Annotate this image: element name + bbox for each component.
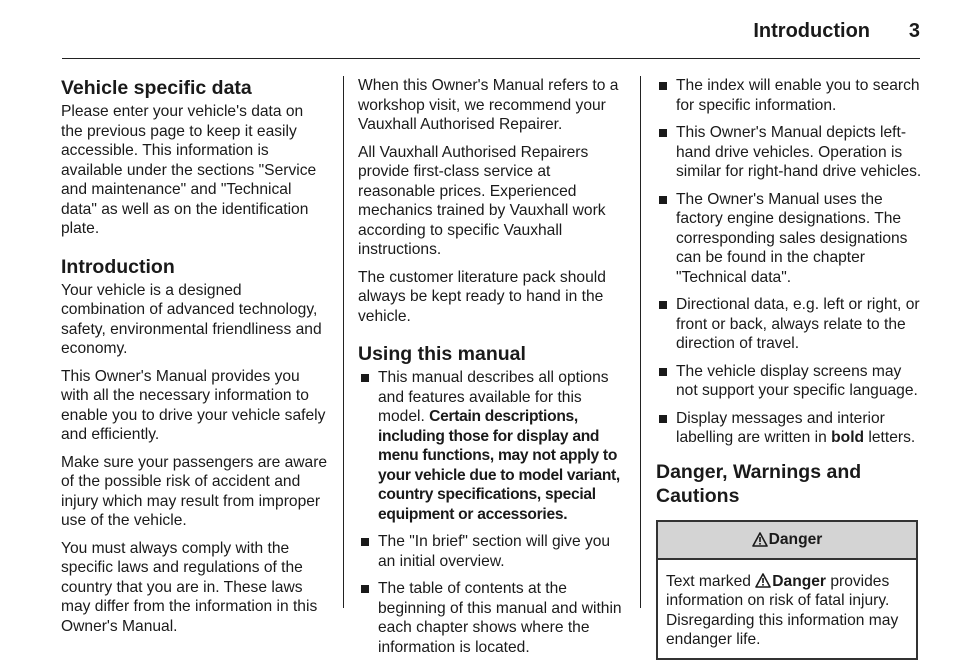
list-item: The table of contents at the beginning of this manual and within each chapter shows where the information is located. [358, 579, 626, 657]
paragraph: Please enter your vehicle's data on the previous page to keep it easily accessible. This information is available under the sections "Service and maintenance" and "Technical data" as well as on the identification plate. [61, 103, 317, 237]
list-item [656, 409, 922, 448]
danger-box-body [658, 560, 916, 658]
list-item: The Owner's Manual uses the factory engine designations. The corresponding sales designations can be found in the chapter "Technical data". [656, 190, 922, 288]
list-item: Directional data, e.g. left or right, or front or back, always relate to the direction of travel. [656, 295, 922, 354]
column-divider [640, 76, 641, 608]
warning-triangle-icon [752, 532, 768, 547]
page-header [62, 0, 920, 59]
paragraph: The customer literature pack should always be kept ready to hand in the vehicle. [358, 268, 606, 325]
list-text: Display messages and interior labelling are written in [676, 409, 885, 446]
box-text-bold: Danger [772, 572, 826, 590]
column-1 [61, 76, 329, 644]
paragraph: This Owner's Manual provides you with all the necessary information to enable you to drive your vehicle safely and efficiently. [61, 367, 326, 443]
paragraph: Make sure your passengers are aware of the possible risk of accident and injury which may result from improper use of the vehicle. [61, 453, 328, 529]
list-item: This Owner's Manual depicts left-hand drive vehicles. Operation is similar for right-hand drive vehicles. [656, 123, 922, 182]
box-text: provides information on risk of fatal injury. Disregarding this information may endanger life. [666, 572, 899, 648]
paragraph: You must always comply with the specific laws and regulations of the country that you are in. These laws may differ from the information in this Owner's Manual. [61, 539, 318, 635]
danger-box-header [658, 522, 916, 560]
section-heading: Using this manual [358, 343, 526, 365]
list-item: The "In brief" section will give you an initial overview. [358, 532, 626, 571]
column-divider [343, 76, 344, 608]
section-heading: Danger, Warnings and Cautions [656, 460, 862, 507]
danger-box-title: Danger [768, 530, 823, 548]
list-item: The vehicle display screens may not support your specific language. [656, 362, 922, 401]
running-title: Introduction [753, 20, 870, 42]
column-3 [656, 76, 922, 660]
list-text-bold: Certain descriptions, including those for display and menu functions, may not apply to your vehicle due to model variant, country specifications, special equipment or accessories. [378, 408, 620, 523]
list-text: letters. [864, 429, 916, 446]
box-text: Text marked [666, 572, 756, 590]
page-number: 3 [908, 20, 920, 42]
list-text: This manual describes all options and features available for this model. [378, 369, 609, 425]
list-text-bold: bold [831, 429, 865, 446]
section-heading: Introduction [61, 255, 175, 278]
warning-triangle-icon [755, 573, 771, 588]
paragraph: Your vehicle is a designed combination of advanced technology, safety, environmental friendliness and economy. [61, 281, 322, 357]
paragraph: When this Owner's Manual refers to a workshop visit, we recommend your Vauxhall Authorised Repairer. [358, 77, 619, 133]
bullet-list [656, 76, 922, 448]
list-item [358, 368, 626, 524]
column-2 [358, 76, 626, 665]
list-item: The index will enable you to search for specific information. [656, 76, 922, 115]
bullet-list [358, 368, 626, 657]
paragraph: All Vauxhall Authorised Repairers provide first-class service at reasonable prices. Experienced mechanics trained by Vauxhall work according to specific Vauxhall instructions. [358, 143, 606, 258]
danger-box [656, 520, 918, 660]
section-heading: Vehicle specific data [61, 77, 252, 99]
